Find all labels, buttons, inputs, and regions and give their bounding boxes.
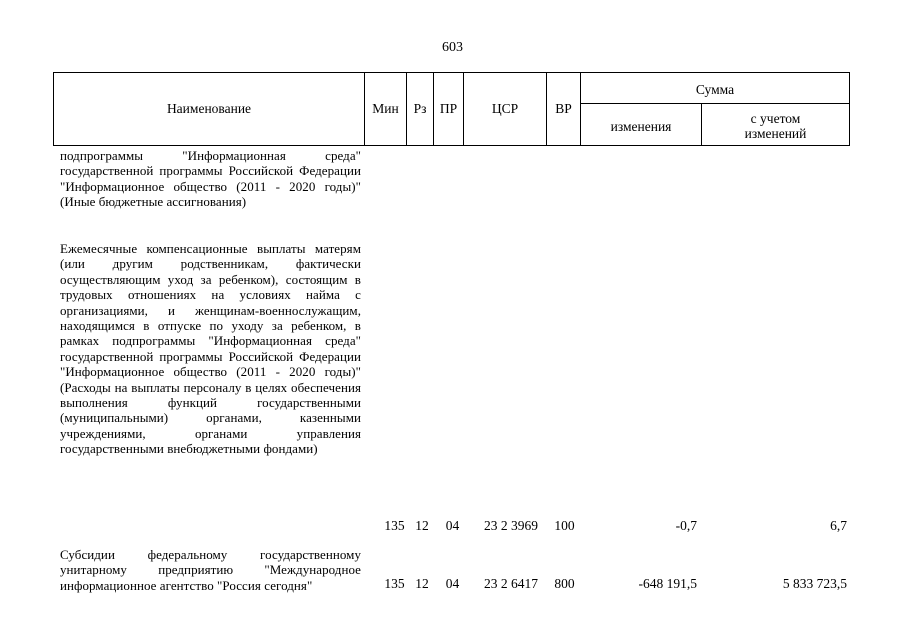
page-number: 603 — [442, 40, 463, 55]
header-with-change — [702, 111, 849, 141]
row-name: Субсидии федеральному государственному унитарному предприятию "Международное информационное агентство "Россия сегодня" — [60, 547, 361, 593]
header-vr: ВР — [555, 101, 572, 116]
row-rz: 12 — [415, 576, 429, 591]
row-name: подпрограммы "Информационная среда" государственной программы Российской Федерации "Информационное общество (2011 - 2020 годы)" (Иные бюджетные ассигнования) — [60, 148, 361, 210]
row-total: 6,7 — [830, 518, 847, 533]
header-sum: Сумма — [695, 82, 735, 97]
row-total: 5 833 723,5 — [782, 576, 847, 591]
row-min: 135 — [384, 518, 405, 533]
row-vr: 800 — [554, 576, 575, 591]
header-top-border — [53, 72, 850, 73]
row-csr: 23 2 3969 — [484, 518, 538, 533]
row-csr: 23 2 6417 — [484, 576, 538, 591]
header-rz: Рз — [413, 101, 427, 116]
row-pr: 04 — [445, 518, 460, 533]
header-with-change-line1: с учетом — [750, 111, 801, 126]
header-sum-divider — [580, 103, 850, 104]
header-name: Наименование — [166, 101, 252, 116]
header-bottom-border — [53, 145, 850, 146]
header-min: Мин — [372, 101, 399, 116]
row-min: 135 — [384, 576, 405, 591]
row-change: -648 191,5 — [638, 576, 697, 591]
row-vr: 100 — [554, 518, 575, 533]
row-change: -0,7 — [675, 518, 697, 533]
row-pr: 04 — [445, 576, 460, 591]
header-pr: ПР — [439, 101, 458, 116]
header-with-change-line2: изменений — [744, 126, 807, 141]
row-rz: 12 — [415, 518, 429, 533]
header-csr: ЦСР — [491, 101, 519, 116]
header-border-right — [849, 72, 850, 146]
header-change: изменения — [610, 119, 672, 134]
row-name: Ежемесячные компенсационные выплаты матерям (или другим родственникам, фактически осуществляющим уход за ребенком), состоящим в трудовых отношениях на условиях найма с организациями, и женщинам-военнослужащим, находящимся в отпуске по уходу за ребенком, в рамках подпрограммы "Информационная среда" государственной программы Российской Федерации "Информационное общество (2011 - 2020 годы)" (Расходы на выплаты персоналу в целях обеспечения выполнения функций государственными (муниципальными) органами, казенными учреждениями, органами управления государственными внебюджетными фондами) — [60, 241, 361, 457]
